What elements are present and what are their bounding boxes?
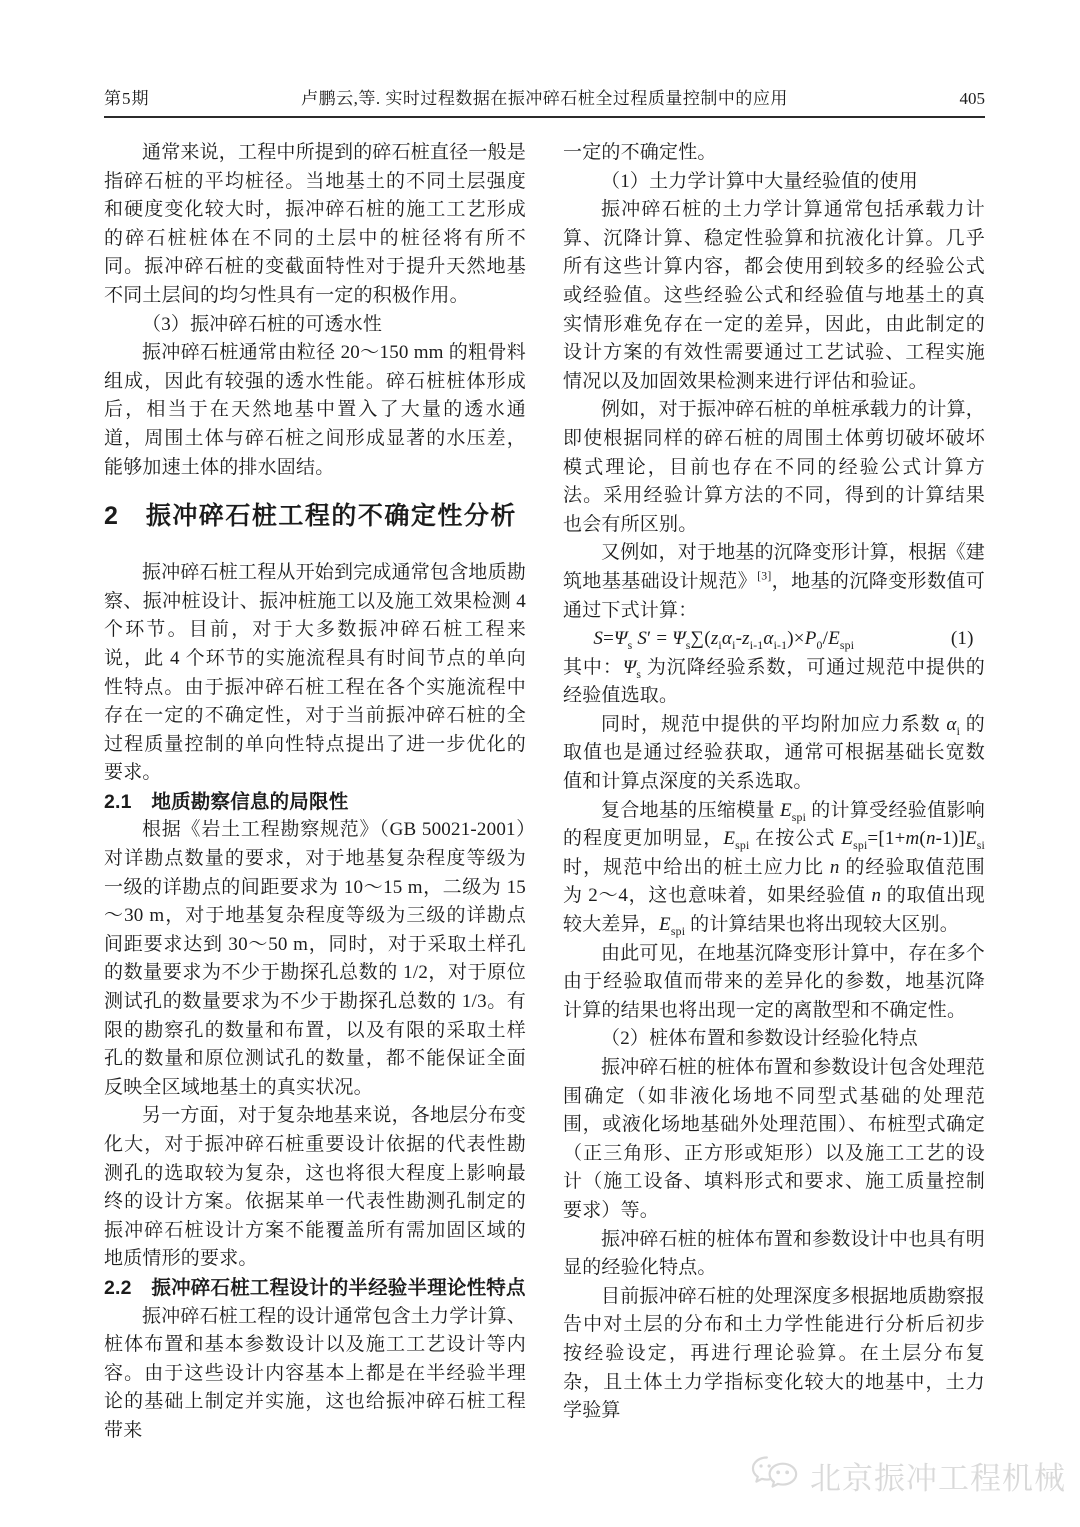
- paragraph: 振冲碎石桩的土力学计算通常包括承载力计算、沉降计算、稳定性验算和抗液化计算。几乎所有这些计算内容，都会使用到较多的经验公式或经验值。这些经验公式和经验值与地基土的真实情形难免存在一定的差异，因此，由此制定的设计方案的有效性需要通过工艺试验、工程实施情况以及加固效果检测来进行评估和验证。: [563, 199, 985, 392]
- paragraph: 同时，规范中提供的平均附加应力系数 $\alpha_i$ 的取值也是通过经验获取，通常可根据基础长宽数值和计算点深度的关系选取。: [563, 713, 985, 793]
- equation-number: (1): [950, 628, 974, 650]
- paragraph: 其中：$\Psi_s$ 为沉降经验系数，可通过规范中提供的经验值选取。: [563, 656, 985, 707]
- paragraph: （3）振冲碎石桩的可透水性: [142, 313, 383, 335]
- wechat-icon: [748, 1452, 802, 1499]
- subsection-heading: 2.2 振冲碎石桩工程设计的半经验半理论性特点: [104, 1276, 526, 1299]
- paragraph: 另一方面，对于复杂地基来说，各地层分布变化大，对于振冲碎石桩重要设计依据的代表性勘测孔的选取较为复杂，这也将很大程度上影响最终的设计方案。依据某单一代表性勘测孔制定的振冲碎石桩设计方案不能覆盖所有需加固区域的地质情形的要求。: [104, 1105, 527, 1270]
- right-column: [563, 139, 985, 1446]
- running-title: 卢鹏云,等. 实时过程数据在振冲碎石桩全过程质量控制中的应用: [301, 89, 788, 108]
- two-column-body: [104, 139, 985, 1446]
- paragraph: 例如，对于振冲碎石桩的单桩承载力的计算，即使根据同样的碎石桩的周围土体剪切破坏破坏模式理论，目前也存在不同的经验公式计算方法。采用经验计算方法的不同，得到的计算结果也会有所区别。: [563, 399, 986, 535]
- paragraph: （1）土力学计算中大量经验值的使用: [601, 170, 918, 192]
- watermark-text: 北京振冲工程机械: [810, 1461, 1066, 1496]
- paragraph: 振冲碎石桩工程的设计通常包含土力学计算、桩体布置和基本参数设计以及施工工艺设计等内容。由于这些设计内容基本上都是在半经验半理论的基础上制定并实施，这也给振冲碎石桩工程带来: [104, 1305, 527, 1441]
- paragraph: 由此可见，在地基沉降变形计算中，存在多个由于经验取值而带来的差异化的参数，地基沉降计算的结果也将出现一定的离散型和不确定性。: [563, 942, 986, 1021]
- paragraph: 振冲碎石桩通常由粒径 20～150 mm 的粗骨料组成，因此有较强的透水性能。碎石桩桩体形成后，相当于在天然地基中置入了大量的透水通道，周围土体与碎石桩之间形成显著的水压差，能够加速土体的排水固结。: [104, 342, 526, 478]
- paragraph: 复合地基的压缩模量 $E_{spi}$ 的计算受经验值影响的程度更加明显，$E_{spi}$ 在按公式 $E_{spi}=[1+m(n-1)]E_{si}$ 时，规范中给出的桩土应力比 n 的经验取值范围为 2～4，这也意味着，如果经验值 n 的取值出现较大差异，$E_{spi}$ 的计算结果也将出现较大区别。: [563, 799, 985, 938]
- paragraph: 目前振冲碎石桩的处理深度多根据地质勘察报告中对土层的分布和土力学性能进行分析后初步按经验设定，再进行理论验算。在土层分布复杂，且土体土力学指标变化较大的地基中，土力学验算: [563, 1285, 986, 1422]
- left-column: [104, 139, 526, 1446]
- paragraph: 通常来说，工程中所提到的碎石桩直径一般是指碎石桩的平均桩径。当地基土的不同土层强度和硬度变化较大时，振冲碎石桩的施工工艺形成的碎石桩桩体在不同的土层中的桩径将有所不同。振冲碎石桩的变截面特性对于提升天然地基不同土层间的均匀性具有一定的积极作用。: [104, 142, 527, 306]
- watermark: [748, 1452, 1066, 1499]
- paragraph: 一定的不确定性。: [563, 142, 717, 163]
- issue-label: 第5期: [104, 89, 150, 108]
- paragraph: 根据《岩土工程勘察规范》（GB 50021-2001）对详勘点数量的要求，对于地基复杂程度等级为一级的详勘点的间距要求为 10～15 m，二级为 15～30 m，对于地基复杂程度等级为三级的详勘点间距要求达到 30～50 m，同时，对于采取土样孔的数量要求为不少于勘探孔总数的 1/2，对于原位测试孔的数量要求为不少于勘探孔总数的 1/3。有限的勘察孔的数量和布置，以及有限的采取土样孔的数量和原位测试孔的数量，都不能保证全面反映全区域地基土的真实状况。: [104, 819, 526, 1098]
- page-number: 405: [959, 89, 985, 108]
- section-heading: 2 振冲碎石桩工程的不确定性分析: [104, 502, 517, 531]
- paragraph: 振冲碎石桩工程从开始到完成通常包含地质勘察、振冲桩设计、振冲桩施工以及施工效果检测 4 个环节。目前，对于大多数振冲碎石桩工程来说，此 4 个环节的实施流程具有时间节点的单向性特点。由于振冲碎石桩工程在各个实施流程中存在一定的不确定性，对于当前振冲碎石桩的全过程质量控制的单向性特点提出了进一步优化的要求。: [104, 562, 527, 784]
- equation-body: $S=\Psi_s$ $S' = \Psi_s\sum(z_i\alpha_i-z_{i-1}\alpha_{i-1})\times P_0/E_{spi}$: [593, 628, 855, 652]
- page-header: [104, 84, 985, 118]
- subsection-heading: 2.1 地质勘察信息的局限性: [104, 790, 349, 813]
- paragraph: 振冲碎石桩的桩体布置和参数设计包含处理范围确定（如非液化场地不同型式基础的处理范围，或液化场地基础外处理范围）、布桩型式确定（正三角形、正方形或矩形）以及施工工艺的设计（施工设备、填料形式和要求、施工质量控制要求）等。: [563, 1057, 986, 1221]
- paragraph: （2）桩体布置和参数设计经验化特点: [601, 1028, 918, 1050]
- paragraph: 又例如，对于地基的沉降变形计算，根据《建筑地基基础设计规范》[3]，地基的沉降变形数值可通过下式计算：: [563, 542, 986, 621]
- paragraph: 振冲碎石桩的桩体布置和参数设计中也具有明显的经验化特点。: [563, 1228, 986, 1279]
- equation: [563, 625, 985, 654]
